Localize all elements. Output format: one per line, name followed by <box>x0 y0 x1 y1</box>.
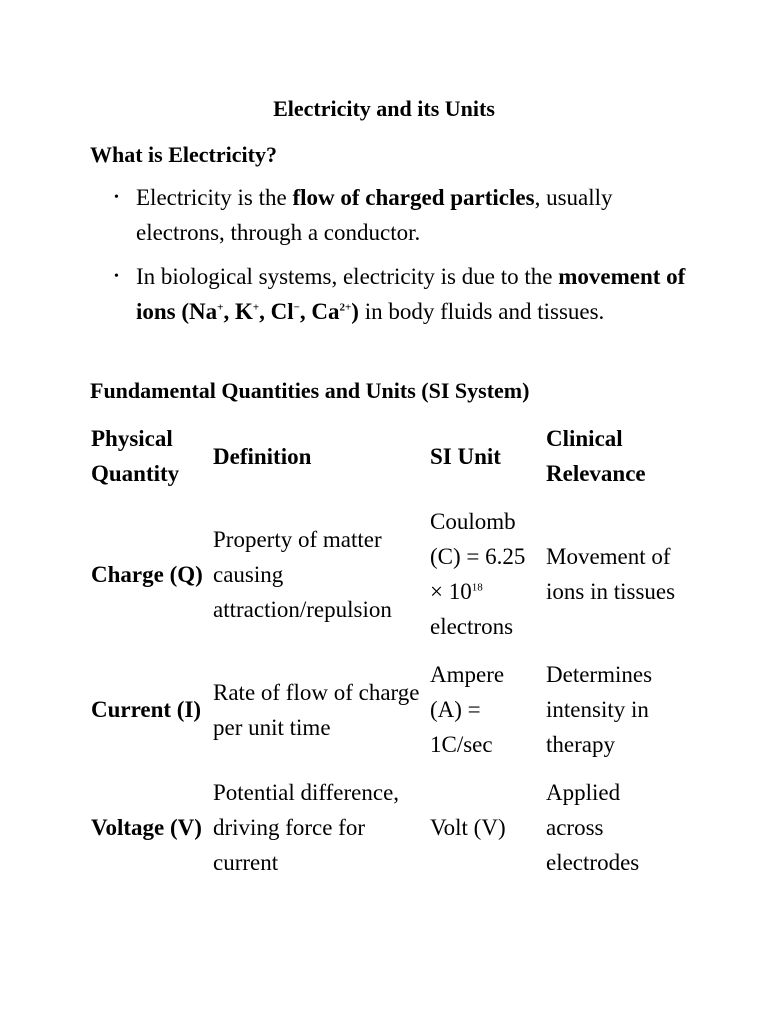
section-heading-fundamental-quantities: Fundamental Quantities and Units (SI System) <box>90 378 530 403</box>
table-cell-definition: Rate of flow of charge per unit time <box>213 679 420 740</box>
bullet-text: in body fluids and tissues. <box>358 299 605 324</box>
table-cell-relevance: Movement of ions in tissues <box>546 544 676 604</box>
table-row <box>84 772 679 890</box>
bullet-dot-icon: • <box>114 190 119 205</box>
table-cell-relevance: Applied across electrodes <box>546 780 640 875</box>
table-cell-definition: Property of matter causing attraction/repulsion <box>213 526 392 622</box>
ion-charge: 2+ <box>339 301 352 314</box>
table-cell-quantity: Current (I) <box>91 697 202 722</box>
table-cell-si-unit: Volt (V) <box>430 815 506 840</box>
table-cell-quantity: Charge (Q) <box>91 561 203 587</box>
units-table <box>84 418 679 890</box>
ion-text: ) <box>351 299 359 324</box>
section-heading-what-is-electricity: What is Electricity? <box>90 142 277 167</box>
table-header-cell: Definition <box>213 443 312 469</box>
table-header-cell: SI Unit <box>430 443 501 469</box>
table-header-cell: Clinical Relevance <box>546 426 646 486</box>
table-cell-si-unit: Ampere (A) = 1C/sec <box>430 662 505 757</box>
electricity-bullet-list <box>0 180 768 338</box>
ion-charge: + <box>217 301 224 314</box>
table-header-row <box>84 418 679 501</box>
ion-text: movement of ions (Na <box>136 264 686 324</box>
ion-text: , Ca <box>299 299 340 324</box>
si-unit-text: Coulomb (C) = 6.25 × 10 <box>430 509 526 604</box>
table-row <box>84 654 679 772</box>
table-cell-quantity: Voltage (V) <box>91 815 202 840</box>
ion-text: , Cl <box>259 299 294 324</box>
ion-charge: − <box>293 301 300 314</box>
table-cell-relevance: Determines intensity in therapy <box>546 662 653 757</box>
bullet-item <box>0 180 768 250</box>
bullet-item <box>0 259 768 329</box>
bullet-text: , usually electrons, through a conductor. <box>136 185 613 245</box>
bullet-text: Electricity is the <box>136 185 293 210</box>
bullet-dot-icon: • <box>114 269 119 284</box>
table-cell-definition: Potential difference, driving force for current <box>213 780 400 875</box>
ion-text: , K <box>223 299 253 324</box>
si-unit-text: electrons <box>430 614 514 639</box>
ion-charge: + <box>252 301 260 314</box>
document-title: Electricity and its Units <box>273 96 495 121</box>
table-row <box>84 501 679 654</box>
table-cell-si-unit <box>423 501 539 654</box>
table-header-cell: Physical Quantity <box>91 426 180 486</box>
bullet-bold-text: flow of charged particles <box>292 185 535 210</box>
bullet-text: In biological systems, electricity is due to the <box>136 264 559 289</box>
si-unit-exponent: 18 <box>471 581 483 594</box>
